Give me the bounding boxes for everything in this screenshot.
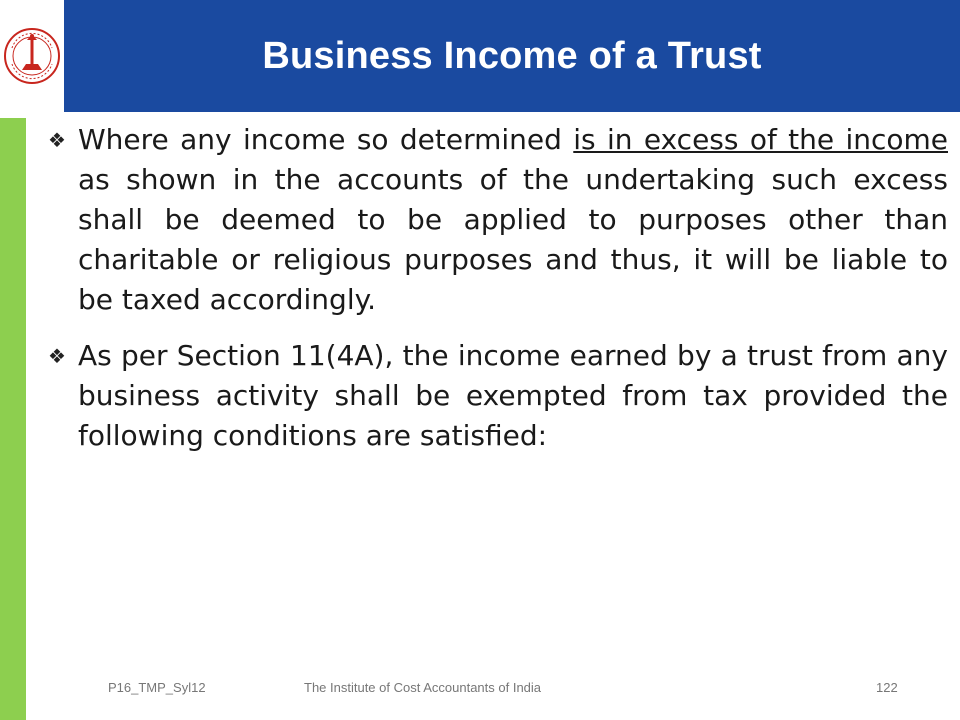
slide-title: Business Income of a Trust xyxy=(262,34,762,77)
institute-seal-logo xyxy=(0,0,64,112)
bullet-item: ❖ As per Section 11(4A), the income earned by a trust from any business activity shall be exempted from tax provided the following conditions are satisfied: xyxy=(48,336,948,456)
bullet-item: ❖ Where any income so determined is in excess of the income as shown in the accounts of the undertaking such excess shall be deemed to be applied to purposes other than charitable or religious purposes and thus, it will be liable to be taxed accordingly. xyxy=(48,120,948,320)
footer-institute: The Institute of Cost Accountants of India xyxy=(304,680,542,695)
logo-area xyxy=(0,0,64,112)
underlined-phrase: is in excess of the income xyxy=(573,123,948,156)
footer xyxy=(0,680,960,700)
page-number: 122 xyxy=(876,680,898,695)
slide-content xyxy=(48,120,948,472)
diamond-bullet-icon: ❖ xyxy=(48,128,66,152)
left-accent-bar xyxy=(0,118,26,720)
footer-code: P16_TMP_Syl12 xyxy=(108,680,206,695)
diamond-bullet-icon: ❖ xyxy=(48,344,66,368)
